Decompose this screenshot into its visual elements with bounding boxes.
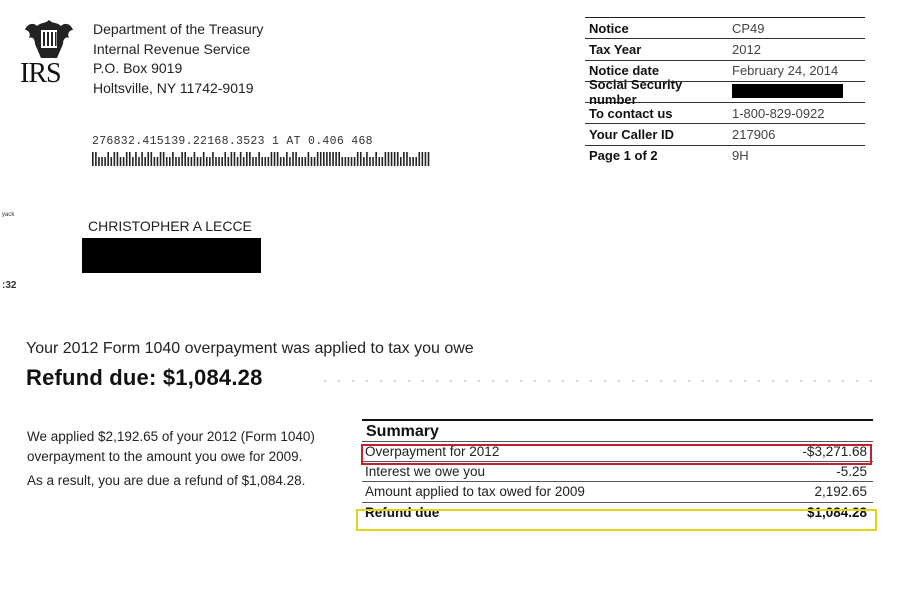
info-value: 2012 xyxy=(732,41,761,57)
info-value xyxy=(732,84,865,101)
summary-amount: 2,192.65 xyxy=(814,484,867,500)
red-highlight-box xyxy=(361,444,872,465)
recipient-name: CHRISTOPHER A LECCE xyxy=(88,218,252,234)
agency-line-4: Holtsville, NY 11742-9019 xyxy=(93,79,254,96)
agency-line-3: P.O. Box 9019 xyxy=(93,60,183,76)
side-number: :32 xyxy=(2,280,17,291)
summary-amount: -5.25 xyxy=(836,463,867,479)
info-label: Notice date xyxy=(589,63,660,79)
explanation-paragraph xyxy=(27,427,317,491)
agency-address xyxy=(93,20,263,98)
info-value: 9H xyxy=(732,148,749,164)
info-value: CP49 xyxy=(732,20,765,36)
info-label: Social Security number xyxy=(589,77,683,108)
yellow-highlight-box xyxy=(356,509,877,531)
info-value: 217906 xyxy=(732,127,776,143)
agency-line-2: Internal Revenue Service xyxy=(93,40,251,57)
explanation-text-1: We applied $2,192.65 of your 2012 (Form 1040) overpayment to the amount you owe for 2009. xyxy=(27,429,315,464)
summary-label: Amount applied to tax owed for 2009 xyxy=(365,484,585,500)
redacted-address xyxy=(82,238,261,273)
info-row-page xyxy=(585,146,865,166)
irs-logo xyxy=(20,18,80,90)
postal-barcode xyxy=(92,151,432,167)
logo-text: IRS xyxy=(20,58,61,89)
refund-due-heading: Refund due: $1,084.28 xyxy=(26,365,263,390)
info-row-contact xyxy=(585,103,865,124)
notice-headline: Your 2012 Form 1040 overpayment was applied to tax you owe xyxy=(26,340,474,357)
redacted-ssn xyxy=(732,84,843,98)
agency-line-1: Department of the Treasury xyxy=(93,21,264,37)
summary-label: Interest we owe you xyxy=(365,463,486,479)
info-row-notice xyxy=(585,18,865,39)
summary-table xyxy=(362,419,873,523)
explanation-text-2: As a result, you are due a refund of $1,084.28. xyxy=(27,473,306,489)
info-label: To contact us xyxy=(589,105,673,121)
notice-info-table xyxy=(585,17,865,166)
info-label: Notice xyxy=(589,20,629,36)
summary-amount: -$3,271.68 xyxy=(802,443,867,459)
summary-label: Refund due xyxy=(365,505,440,521)
summary-title: Summary xyxy=(366,423,439,440)
eagle-emblem-icon xyxy=(23,18,75,60)
info-label: Your Caller ID xyxy=(589,127,675,143)
summary-amount: $1,084.28 xyxy=(806,505,867,521)
info-row-tax-year xyxy=(585,39,865,60)
barcode-number: 276832.415139.22168.3523 1 AT 0.406 468 xyxy=(92,135,373,148)
info-row-ssn xyxy=(585,77,865,108)
info-value: February 24, 2014 xyxy=(732,63,839,79)
info-label: Page 1 of 2 xyxy=(589,148,658,164)
summary-label: Overpayment for 2012 xyxy=(365,443,500,459)
dotted-divider xyxy=(318,380,878,382)
info-label: Tax Year xyxy=(589,41,642,57)
summary-row-applied xyxy=(362,482,873,503)
info-value: 1-800-829-0922 xyxy=(732,105,825,121)
side-mark: ʸᵃᶜᵏ xyxy=(2,210,15,220)
info-row-caller-id xyxy=(585,124,865,145)
